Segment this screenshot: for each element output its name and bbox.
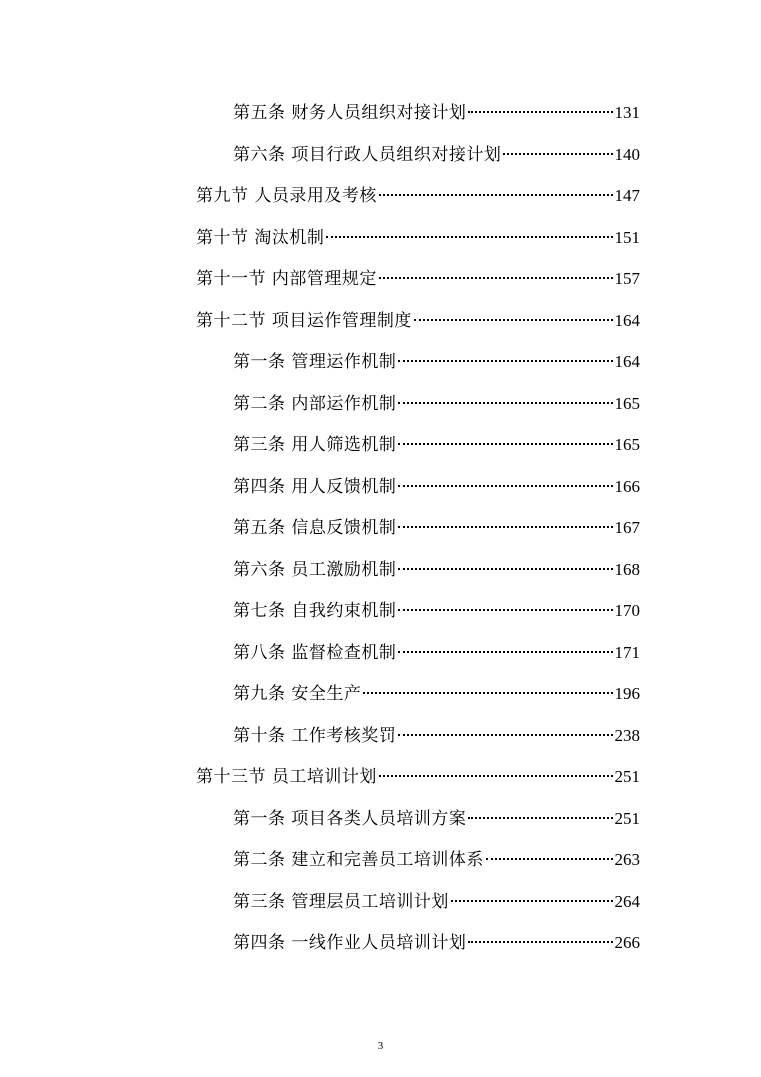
toc-entry-title: 第十一节 内部管理规定 bbox=[196, 269, 377, 289]
toc-entry[interactable] bbox=[0, 175, 640, 217]
toc-leader-dots bbox=[379, 277, 613, 279]
toc-entry-title: 第六条 项目行政人员组织对接计划 bbox=[233, 144, 502, 165]
toc-entry[interactable] bbox=[0, 134, 640, 176]
toc-leader-dots bbox=[398, 360, 612, 362]
toc-entry[interactable] bbox=[0, 590, 640, 632]
toc-entry-page: 263 bbox=[614, 850, 640, 869]
toc-entry[interactable] bbox=[0, 217, 640, 259]
toc-entry-title: 第九条 安全生产 bbox=[233, 684, 362, 704]
toc-entry-page: 151 bbox=[614, 227, 640, 247]
toc-entry[interactable] bbox=[0, 300, 640, 342]
toc-leader-dots bbox=[326, 236, 612, 238]
toc-entry[interactable] bbox=[0, 341, 640, 383]
toc-leader-dots bbox=[398, 526, 612, 528]
toc-leader-dots bbox=[363, 692, 612, 694]
toc-entry-page: 196 bbox=[614, 684, 640, 703]
toc-entry-page: 168 bbox=[614, 559, 640, 579]
toc-entry-page: 147 bbox=[614, 186, 640, 205]
toc-entry-title: 第八条 监督检查机制 bbox=[233, 642, 397, 663]
toc-entry-page: 251 bbox=[614, 767, 640, 786]
toc-entry[interactable] bbox=[0, 466, 640, 508]
toc-entry-title: 第二条 建立和完善员工培训体系 bbox=[233, 850, 484, 870]
toc-entry-title: 第十三节 员工培训计划 bbox=[196, 767, 377, 787]
toc-entry-page: 170 bbox=[614, 601, 640, 620]
toc-entry-page: 171 bbox=[614, 642, 640, 662]
toc-entry-page: 165 bbox=[614, 435, 640, 454]
toc-entry-page: 251 bbox=[614, 808, 640, 828]
toc-entry[interactable] bbox=[0, 922, 640, 964]
toc-leader-dots bbox=[486, 858, 613, 860]
toc-entry-title: 第一条 项目各类人员培训方案 bbox=[233, 808, 467, 829]
toc-entry-title: 第五条 信息反馈机制 bbox=[233, 518, 397, 538]
page-number: 3 bbox=[377, 1040, 384, 1052]
toc-entry-page: 164 bbox=[614, 352, 640, 371]
toc-entry[interactable] bbox=[0, 881, 640, 923]
toc-leader-dots bbox=[503, 153, 612, 155]
toc-leader-dots bbox=[398, 734, 612, 736]
toc-entry[interactable] bbox=[0, 258, 640, 300]
toc-entry-title: 第十条 工作考核奖罚 bbox=[233, 725, 397, 746]
toc-entry-title: 第三条 用人筛选机制 bbox=[233, 435, 397, 455]
toc-entry-page: 165 bbox=[614, 393, 640, 413]
toc-entry[interactable] bbox=[0, 549, 640, 591]
toc-leader-dots bbox=[468, 111, 612, 113]
toc-entry-title: 第十节 淘汰机制 bbox=[196, 227, 325, 248]
toc-entry-page: 140 bbox=[614, 144, 640, 164]
toc-entry[interactable] bbox=[0, 715, 640, 757]
toc-entry[interactable] bbox=[0, 798, 640, 840]
toc-entry[interactable] bbox=[0, 383, 640, 425]
toc-leader-dots bbox=[379, 194, 613, 196]
toc-entry-title: 第一条 管理运作机制 bbox=[233, 352, 397, 372]
toc-entry-title: 第二条 内部运作机制 bbox=[233, 393, 397, 414]
toc-entry-title: 第四条 一线作业人员培训计划 bbox=[233, 933, 467, 953]
toc-leader-dots bbox=[414, 319, 613, 321]
toc-leader-dots bbox=[468, 817, 612, 819]
toc-entry[interactable] bbox=[0, 92, 640, 134]
toc-leader-dots bbox=[379, 775, 613, 777]
toc-leader-dots bbox=[398, 609, 612, 611]
toc-leader-dots bbox=[451, 900, 613, 902]
toc-entry[interactable] bbox=[0, 839, 640, 881]
toc-entry-title: 第七条 自我约束机制 bbox=[233, 601, 397, 621]
toc-entry-page: 266 bbox=[614, 933, 640, 952]
toc-entry-page: 131 bbox=[614, 103, 640, 122]
toc-entry-title: 第五条 财务人员组织对接计划 bbox=[233, 103, 467, 123]
toc-entry-page: 167 bbox=[614, 518, 640, 537]
toc-entry-title: 第六条 员工激励机制 bbox=[233, 559, 397, 580]
toc-leader-dots bbox=[468, 941, 612, 943]
toc-entry-page: 264 bbox=[614, 891, 640, 911]
toc-entry[interactable] bbox=[0, 424, 640, 466]
toc-entry-title: 第四条 用人反馈机制 bbox=[233, 476, 397, 497]
toc-entry-page: 238 bbox=[614, 725, 640, 745]
toc-leader-dots bbox=[398, 485, 612, 487]
toc-entry-title: 第三条 管理层员工培训计划 bbox=[233, 891, 449, 912]
toc-entry[interactable] bbox=[0, 632, 640, 674]
toc-entry[interactable] bbox=[0, 507, 640, 549]
toc-entry-title: 第九节 人员录用及考核 bbox=[196, 186, 377, 206]
toc-leader-dots bbox=[398, 651, 612, 653]
toc-leader-dots bbox=[398, 568, 612, 570]
toc-entry[interactable] bbox=[0, 673, 640, 715]
table-of-contents bbox=[0, 92, 761, 964]
toc-entry[interactable] bbox=[0, 756, 640, 798]
toc-entry-title: 第十二节 项目运作管理制度 bbox=[196, 310, 412, 331]
toc-leader-dots bbox=[398, 443, 612, 445]
toc-entry-page: 157 bbox=[614, 269, 640, 288]
toc-leader-dots bbox=[398, 402, 612, 404]
toc-entry-page: 166 bbox=[614, 476, 640, 496]
toc-entry-page: 164 bbox=[614, 310, 640, 330]
